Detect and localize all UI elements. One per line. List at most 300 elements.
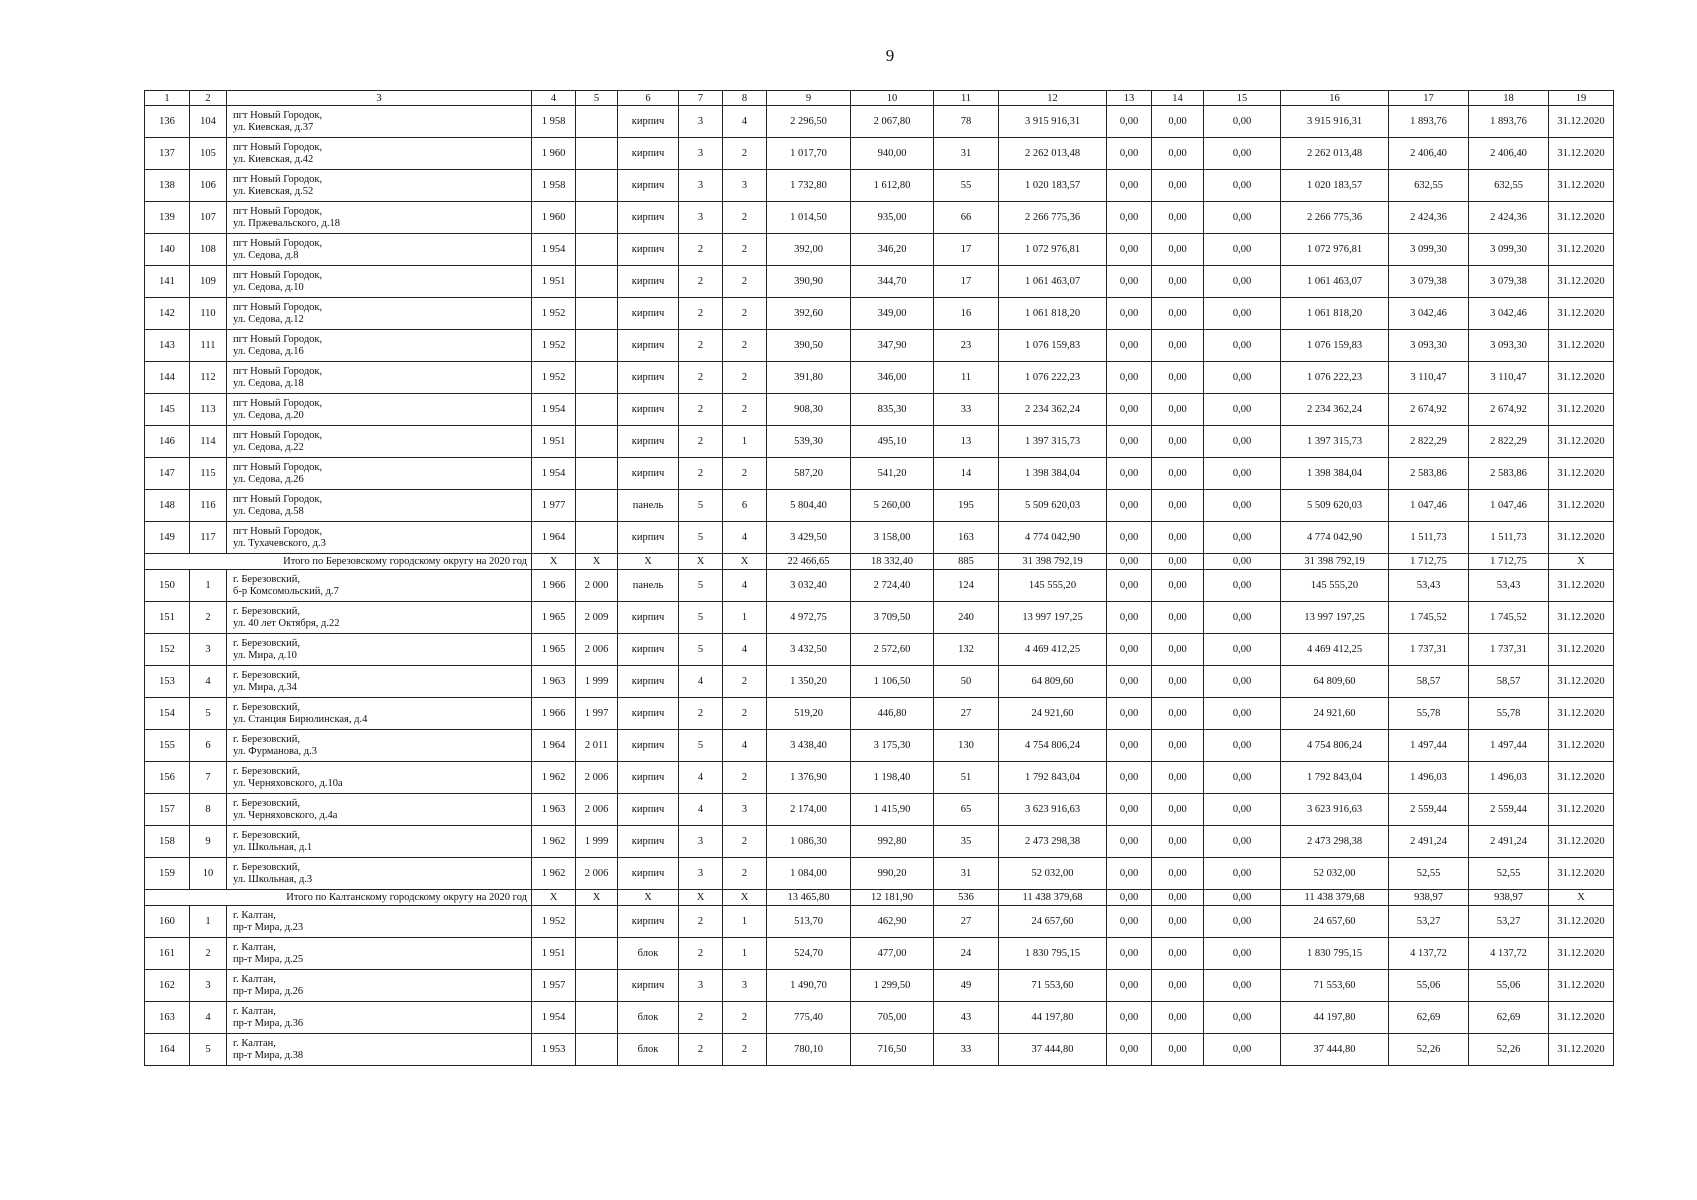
address-locality: г. Березовский,	[233, 637, 300, 649]
cell-c19: 31.12.2020	[1549, 730, 1614, 762]
table-row	[145, 634, 1614, 666]
cell-c6: кирпич	[618, 330, 679, 362]
cell-c14: 0,00	[1152, 458, 1204, 490]
total-cell-c16: 31 398 792,19	[1281, 554, 1389, 570]
cell-c17: 53,43	[1389, 570, 1469, 602]
cell-c4: 1 951	[532, 426, 576, 458]
cell-c5: 2 009	[576, 602, 618, 634]
address-street: ул. Школьная, д.3	[233, 873, 313, 885]
total-cell-c14: 0,00	[1152, 554, 1204, 570]
cell-c19: 31.12.2020	[1549, 522, 1614, 554]
district-number-cell: 2	[190, 602, 227, 634]
cell-c17: 3 099,30	[1389, 234, 1469, 266]
cell-c18: 632,55	[1469, 170, 1549, 202]
cell-c10: 5 260,00	[851, 490, 934, 522]
cell-c5: 1 999	[576, 826, 618, 858]
address-cell	[227, 1034, 532, 1066]
cell-c5	[576, 490, 618, 522]
total-cell-c17: 1 712,75	[1389, 554, 1469, 570]
address-street: ул. Седова, д.26	[233, 473, 304, 485]
address-street: ул. Седова, д.10	[233, 281, 304, 293]
cell-c19: 31.12.2020	[1549, 138, 1614, 170]
total-cell-c12: 11 438 379,68	[999, 890, 1107, 906]
cell-c4: 1 960	[532, 138, 576, 170]
table-row	[145, 458, 1614, 490]
cell-c14: 0,00	[1152, 426, 1204, 458]
cell-c16: 5 509 620,03	[1281, 490, 1389, 522]
address-cell	[227, 970, 532, 1002]
cell-c19: 31.12.2020	[1549, 698, 1614, 730]
cell-c11: 51	[934, 762, 999, 794]
table-row	[145, 970, 1614, 1002]
cell-c19: 31.12.2020	[1549, 570, 1614, 602]
address-street: ул. Школьная, д.1	[233, 841, 313, 853]
cell-c12: 1 076 159,83	[999, 330, 1107, 362]
address-cell	[227, 330, 532, 362]
cell-c4: 1 966	[532, 698, 576, 730]
cell-c17: 62,69	[1389, 1002, 1469, 1034]
cell-c9: 519,20	[767, 698, 851, 730]
total-cell-c10: 12 181,90	[851, 890, 934, 906]
address-cell	[227, 602, 532, 634]
cell-c10: 2 572,60	[851, 634, 934, 666]
cell-c19: 31.12.2020	[1549, 858, 1614, 890]
cell-c18: 2 674,92	[1469, 394, 1549, 426]
address-locality: г. Калтан,	[233, 1005, 276, 1017]
cell-c17: 1 737,31	[1389, 634, 1469, 666]
cell-c18: 1 047,46	[1469, 490, 1549, 522]
cell-c13: 0,00	[1107, 426, 1152, 458]
row-number-cell: 142	[145, 298, 190, 330]
cell-c11: 13	[934, 426, 999, 458]
table-row	[145, 794, 1614, 826]
cell-c7: 2	[679, 1002, 723, 1034]
row-number-cell: 160	[145, 906, 190, 938]
cell-c10: 446,80	[851, 698, 934, 730]
cell-c17: 2 583,86	[1389, 458, 1469, 490]
cell-c9: 392,60	[767, 298, 851, 330]
table-row	[145, 698, 1614, 730]
cell-c12: 1 830 795,15	[999, 938, 1107, 970]
cell-c9: 524,70	[767, 938, 851, 970]
row-number-cell: 162	[145, 970, 190, 1002]
address-locality: пгт Новый Городок,	[233, 397, 323, 409]
cell-c12: 1 020 183,57	[999, 170, 1107, 202]
cell-c4: 1 958	[532, 170, 576, 202]
cell-c10: 3 175,30	[851, 730, 934, 762]
cell-c18: 4 137,72	[1469, 938, 1549, 970]
cell-c17: 1 745,52	[1389, 602, 1469, 634]
cell-c4: 1 964	[532, 730, 576, 762]
district-number-cell: 9	[190, 826, 227, 858]
cell-c11: 11	[934, 362, 999, 394]
cell-c12: 5 509 620,03	[999, 490, 1107, 522]
cell-c6: кирпич	[618, 522, 679, 554]
cell-c6: кирпич	[618, 106, 679, 138]
cell-c16: 1 397 315,73	[1281, 426, 1389, 458]
address-locality: г. Калтан,	[233, 1037, 276, 1049]
cell-c6: кирпич	[618, 266, 679, 298]
cell-c16: 4 754 806,24	[1281, 730, 1389, 762]
cell-c15: 0,00	[1204, 458, 1281, 490]
cell-c12: 44 197,80	[999, 1002, 1107, 1034]
cell-c19: 31.12.2020	[1549, 234, 1614, 266]
cell-c12: 64 809,60	[999, 666, 1107, 698]
cell-c17: 1 511,73	[1389, 522, 1469, 554]
cell-c14: 0,00	[1152, 138, 1204, 170]
cell-c16: 3 915 916,31	[1281, 106, 1389, 138]
address-street: ул. Киевская, д.42	[233, 153, 314, 165]
cell-c7: 2	[679, 330, 723, 362]
cell-c15: 0,00	[1204, 1034, 1281, 1066]
total-cell-c6: X	[618, 554, 679, 570]
cell-c9: 1 376,90	[767, 762, 851, 794]
cell-c12: 4 469 412,25	[999, 634, 1107, 666]
cell-c12: 1 398 384,04	[999, 458, 1107, 490]
row-number-cell: 152	[145, 634, 190, 666]
total-cell-c10: 18 332,40	[851, 554, 934, 570]
cell-c19: 31.12.2020	[1549, 666, 1614, 698]
column-number-cell: 15	[1204, 91, 1281, 106]
row-number-cell: 144	[145, 362, 190, 394]
total-label: Итого по Калтанскому городскому округу на 2020 год	[145, 890, 532, 906]
cell-c15: 0,00	[1204, 698, 1281, 730]
cell-c15: 0,00	[1204, 138, 1281, 170]
cell-c5	[576, 234, 618, 266]
cell-c19: 31.12.2020	[1549, 426, 1614, 458]
cell-c5	[576, 906, 618, 938]
cell-c5	[576, 426, 618, 458]
cell-c18: 2 583,86	[1469, 458, 1549, 490]
cell-c6: кирпич	[618, 602, 679, 634]
cell-c18: 62,69	[1469, 1002, 1549, 1034]
address-street: ул. Седова, д.18	[233, 377, 304, 389]
cell-c15: 0,00	[1204, 426, 1281, 458]
cell-c13: 0,00	[1107, 762, 1152, 794]
total-cell-c8: X	[723, 890, 767, 906]
cell-c13: 0,00	[1107, 138, 1152, 170]
cell-c9: 391,80	[767, 362, 851, 394]
table-row	[145, 602, 1614, 634]
address-cell	[227, 234, 532, 266]
row-number-cell: 139	[145, 202, 190, 234]
district-number-cell: 106	[190, 170, 227, 202]
cell-c9: 908,30	[767, 394, 851, 426]
cell-c18: 1 745,52	[1469, 602, 1549, 634]
cell-c13: 0,00	[1107, 266, 1152, 298]
cell-c11: 132	[934, 634, 999, 666]
cell-c8: 2	[723, 666, 767, 698]
cell-c19: 31.12.2020	[1549, 170, 1614, 202]
table-row	[145, 202, 1614, 234]
cell-c14: 0,00	[1152, 234, 1204, 266]
cell-c8: 2	[723, 698, 767, 730]
address-locality: пгт Новый Городок,	[233, 333, 323, 345]
cell-c9: 2 174,00	[767, 794, 851, 826]
cell-c14: 0,00	[1152, 906, 1204, 938]
address-locality: г. Березовский,	[233, 573, 300, 585]
cell-c13: 0,00	[1107, 298, 1152, 330]
cell-c9: 1 350,20	[767, 666, 851, 698]
row-number-cell: 158	[145, 826, 190, 858]
cell-c13: 0,00	[1107, 970, 1152, 1002]
cell-c15: 0,00	[1204, 570, 1281, 602]
address-street: ул. Тухачевского, д.3	[233, 537, 326, 549]
cell-c7: 2	[679, 1034, 723, 1066]
cell-c8: 1	[723, 938, 767, 970]
cell-c8: 3	[723, 170, 767, 202]
column-number-cell: 16	[1281, 91, 1389, 106]
cell-c19: 31.12.2020	[1549, 602, 1614, 634]
district-number-cell: 2	[190, 938, 227, 970]
row-number-cell: 153	[145, 666, 190, 698]
cell-c10: 1 415,90	[851, 794, 934, 826]
address-locality: г. Березовский,	[233, 765, 300, 777]
cell-c9: 539,30	[767, 426, 851, 458]
address-street: ул. Черняховского, д.10а	[233, 777, 343, 789]
cell-c19: 31.12.2020	[1549, 106, 1614, 138]
cell-c15: 0,00	[1204, 202, 1281, 234]
total-cell-c19: X	[1549, 554, 1614, 570]
address-locality: г. Березовский,	[233, 797, 300, 809]
column-number-row	[145, 91, 1614, 106]
total-cell-c9: 13 465,80	[767, 890, 851, 906]
cell-c4: 1 966	[532, 570, 576, 602]
address-locality: пгт Новый Городок,	[233, 493, 323, 505]
cell-c10: 347,90	[851, 330, 934, 362]
cell-c13: 0,00	[1107, 602, 1152, 634]
cell-c8: 6	[723, 490, 767, 522]
cell-c8: 2	[723, 298, 767, 330]
table-row	[145, 170, 1614, 202]
cell-c15: 0,00	[1204, 858, 1281, 890]
cell-c6: кирпич	[618, 794, 679, 826]
row-number-cell: 147	[145, 458, 190, 490]
total-cell-c16: 11 438 379,68	[1281, 890, 1389, 906]
cell-c15: 0,00	[1204, 666, 1281, 698]
cell-c10: 1 198,40	[851, 762, 934, 794]
cell-c18: 2 406,40	[1469, 138, 1549, 170]
cell-c13: 0,00	[1107, 330, 1152, 362]
address-cell	[227, 666, 532, 698]
table-row	[145, 362, 1614, 394]
cell-c16: 52 032,00	[1281, 858, 1389, 890]
district-number-cell: 116	[190, 490, 227, 522]
cell-c9: 2 296,50	[767, 106, 851, 138]
cell-c4: 1 958	[532, 106, 576, 138]
cell-c4: 1 952	[532, 362, 576, 394]
district-number-cell: 10	[190, 858, 227, 890]
cell-c8: 2	[723, 266, 767, 298]
cell-c12: 1 061 818,20	[999, 298, 1107, 330]
cell-c8: 2	[723, 1002, 767, 1034]
cell-c14: 0,00	[1152, 570, 1204, 602]
cell-c13: 0,00	[1107, 170, 1152, 202]
cell-c12: 1 072 976,81	[999, 234, 1107, 266]
cell-c18: 55,06	[1469, 970, 1549, 1002]
cell-c5	[576, 362, 618, 394]
cell-c14: 0,00	[1152, 634, 1204, 666]
cell-c7: 3	[679, 826, 723, 858]
address-locality: г. Калтан,	[233, 973, 276, 985]
cell-c19: 31.12.2020	[1549, 1034, 1614, 1066]
cell-c17: 4 137,72	[1389, 938, 1469, 970]
cell-c14: 0,00	[1152, 1002, 1204, 1034]
address-street: ул. Киевская, д.37	[233, 121, 314, 133]
total-cell-c13: 0,00	[1107, 554, 1152, 570]
cell-c18: 2 822,29	[1469, 426, 1549, 458]
cell-c13: 0,00	[1107, 106, 1152, 138]
cell-c6: кирпич	[618, 458, 679, 490]
cell-c5: 1 997	[576, 698, 618, 730]
cell-c15: 0,00	[1204, 522, 1281, 554]
cell-c7: 3	[679, 138, 723, 170]
cell-c14: 0,00	[1152, 106, 1204, 138]
cell-c14: 0,00	[1152, 970, 1204, 1002]
cell-c16: 64 809,60	[1281, 666, 1389, 698]
district-number-cell: 3	[190, 970, 227, 1002]
cell-c7: 3	[679, 106, 723, 138]
cell-c15: 0,00	[1204, 394, 1281, 426]
address-cell	[227, 938, 532, 970]
row-number-cell: 145	[145, 394, 190, 426]
cell-c5	[576, 1034, 618, 1066]
district-number-cell: 109	[190, 266, 227, 298]
column-number-cell: 1	[145, 91, 190, 106]
address-street: пр-т Мира, д.25	[233, 953, 304, 965]
cell-c16: 1 020 183,57	[1281, 170, 1389, 202]
cell-c5: 2 011	[576, 730, 618, 762]
cell-c9: 3 438,40	[767, 730, 851, 762]
district-number-cell: 107	[190, 202, 227, 234]
cell-c15: 0,00	[1204, 266, 1281, 298]
cell-c18: 2 559,44	[1469, 794, 1549, 826]
cell-c14: 0,00	[1152, 826, 1204, 858]
cell-c10: 1 612,80	[851, 170, 934, 202]
total-cell-c11: 885	[934, 554, 999, 570]
table-row	[145, 730, 1614, 762]
cell-c12: 37 444,80	[999, 1034, 1107, 1066]
cell-c18: 1 737,31	[1469, 634, 1549, 666]
address-street: ул. Седова, д.58	[233, 505, 304, 517]
district-number-cell: 110	[190, 298, 227, 330]
total-cell-c15: 0,00	[1204, 890, 1281, 906]
address-cell	[227, 138, 532, 170]
cell-c12: 145 555,20	[999, 570, 1107, 602]
cell-c7: 4	[679, 762, 723, 794]
cell-c10: 495,10	[851, 426, 934, 458]
district-number-cell: 5	[190, 698, 227, 730]
cell-c14: 0,00	[1152, 794, 1204, 826]
cell-c4: 1 952	[532, 906, 576, 938]
cell-c19: 31.12.2020	[1549, 394, 1614, 426]
cell-c11: 17	[934, 234, 999, 266]
address-street: ул. Мира, д.34	[233, 681, 297, 693]
cell-c9: 1 017,70	[767, 138, 851, 170]
cell-c11: 163	[934, 522, 999, 554]
cell-c11: 35	[934, 826, 999, 858]
cell-c16: 1 061 818,20	[1281, 298, 1389, 330]
cell-c6: кирпич	[618, 202, 679, 234]
cell-c5	[576, 106, 618, 138]
row-number-cell: 163	[145, 1002, 190, 1034]
cell-c13: 0,00	[1107, 522, 1152, 554]
cell-c16: 13 997 197,25	[1281, 602, 1389, 634]
cell-c9: 775,40	[767, 1002, 851, 1034]
cell-c18: 3 110,47	[1469, 362, 1549, 394]
total-cell-c13: 0,00	[1107, 890, 1152, 906]
cell-c7: 3	[679, 858, 723, 890]
cell-c10: 992,80	[851, 826, 934, 858]
cell-c5	[576, 970, 618, 1002]
cell-c13: 0,00	[1107, 202, 1152, 234]
cell-c10: 2 724,40	[851, 570, 934, 602]
row-number-cell: 140	[145, 234, 190, 266]
cell-c17: 3 110,47	[1389, 362, 1469, 394]
address-locality: г. Березовский,	[233, 701, 300, 713]
cell-c5	[576, 138, 618, 170]
cell-c12: 2 266 775,36	[999, 202, 1107, 234]
cell-c4: 1 957	[532, 970, 576, 1002]
address-cell	[227, 298, 532, 330]
cell-c9: 5 804,40	[767, 490, 851, 522]
cell-c19: 31.12.2020	[1549, 362, 1614, 394]
cell-c12: 2 262 013,48	[999, 138, 1107, 170]
cell-c15: 0,00	[1204, 730, 1281, 762]
row-number-cell: 141	[145, 266, 190, 298]
cell-c5: 1 999	[576, 666, 618, 698]
cell-c9: 1 084,00	[767, 858, 851, 890]
address-cell	[227, 906, 532, 938]
district-number-cell: 4	[190, 1002, 227, 1034]
cell-c12: 71 553,60	[999, 970, 1107, 1002]
cell-c16: 1 398 384,04	[1281, 458, 1389, 490]
cell-c11: 195	[934, 490, 999, 522]
cell-c16: 1 061 463,07	[1281, 266, 1389, 298]
cell-c4: 1 964	[532, 522, 576, 554]
district-number-cell: 7	[190, 762, 227, 794]
cell-c12: 3 623 916,63	[999, 794, 1107, 826]
column-number-cell: 3	[227, 91, 532, 106]
table-row	[145, 490, 1614, 522]
cell-c9: 3 429,50	[767, 522, 851, 554]
cell-c6: кирпич	[618, 762, 679, 794]
cell-c17: 2 674,92	[1389, 394, 1469, 426]
cell-c18: 3 079,38	[1469, 266, 1549, 298]
cell-c11: 78	[934, 106, 999, 138]
cell-c7: 5	[679, 570, 723, 602]
cell-c16: 1 830 795,15	[1281, 938, 1389, 970]
cell-c11: 24	[934, 938, 999, 970]
cell-c13: 0,00	[1107, 394, 1152, 426]
address-locality: пгт Новый Городок,	[233, 301, 323, 313]
cell-c16: 2 234 362,24	[1281, 394, 1389, 426]
cell-c19: 31.12.2020	[1549, 938, 1614, 970]
cell-c17: 1 496,03	[1389, 762, 1469, 794]
cell-c14: 0,00	[1152, 394, 1204, 426]
cell-c19: 31.12.2020	[1549, 298, 1614, 330]
address-locality: г. Березовский,	[233, 861, 300, 873]
cell-c7: 2	[679, 698, 723, 730]
district-number-cell: 5	[190, 1034, 227, 1066]
address-locality: г. Березовский,	[233, 733, 300, 745]
cell-c6: кирпич	[618, 906, 679, 938]
address-street: ул. 40 лет Октября, д.22	[233, 617, 340, 629]
cell-c15: 0,00	[1204, 106, 1281, 138]
total-cell-c19: X	[1549, 890, 1614, 906]
housing-register-table	[144, 90, 1614, 1066]
cell-c10: 935,00	[851, 202, 934, 234]
